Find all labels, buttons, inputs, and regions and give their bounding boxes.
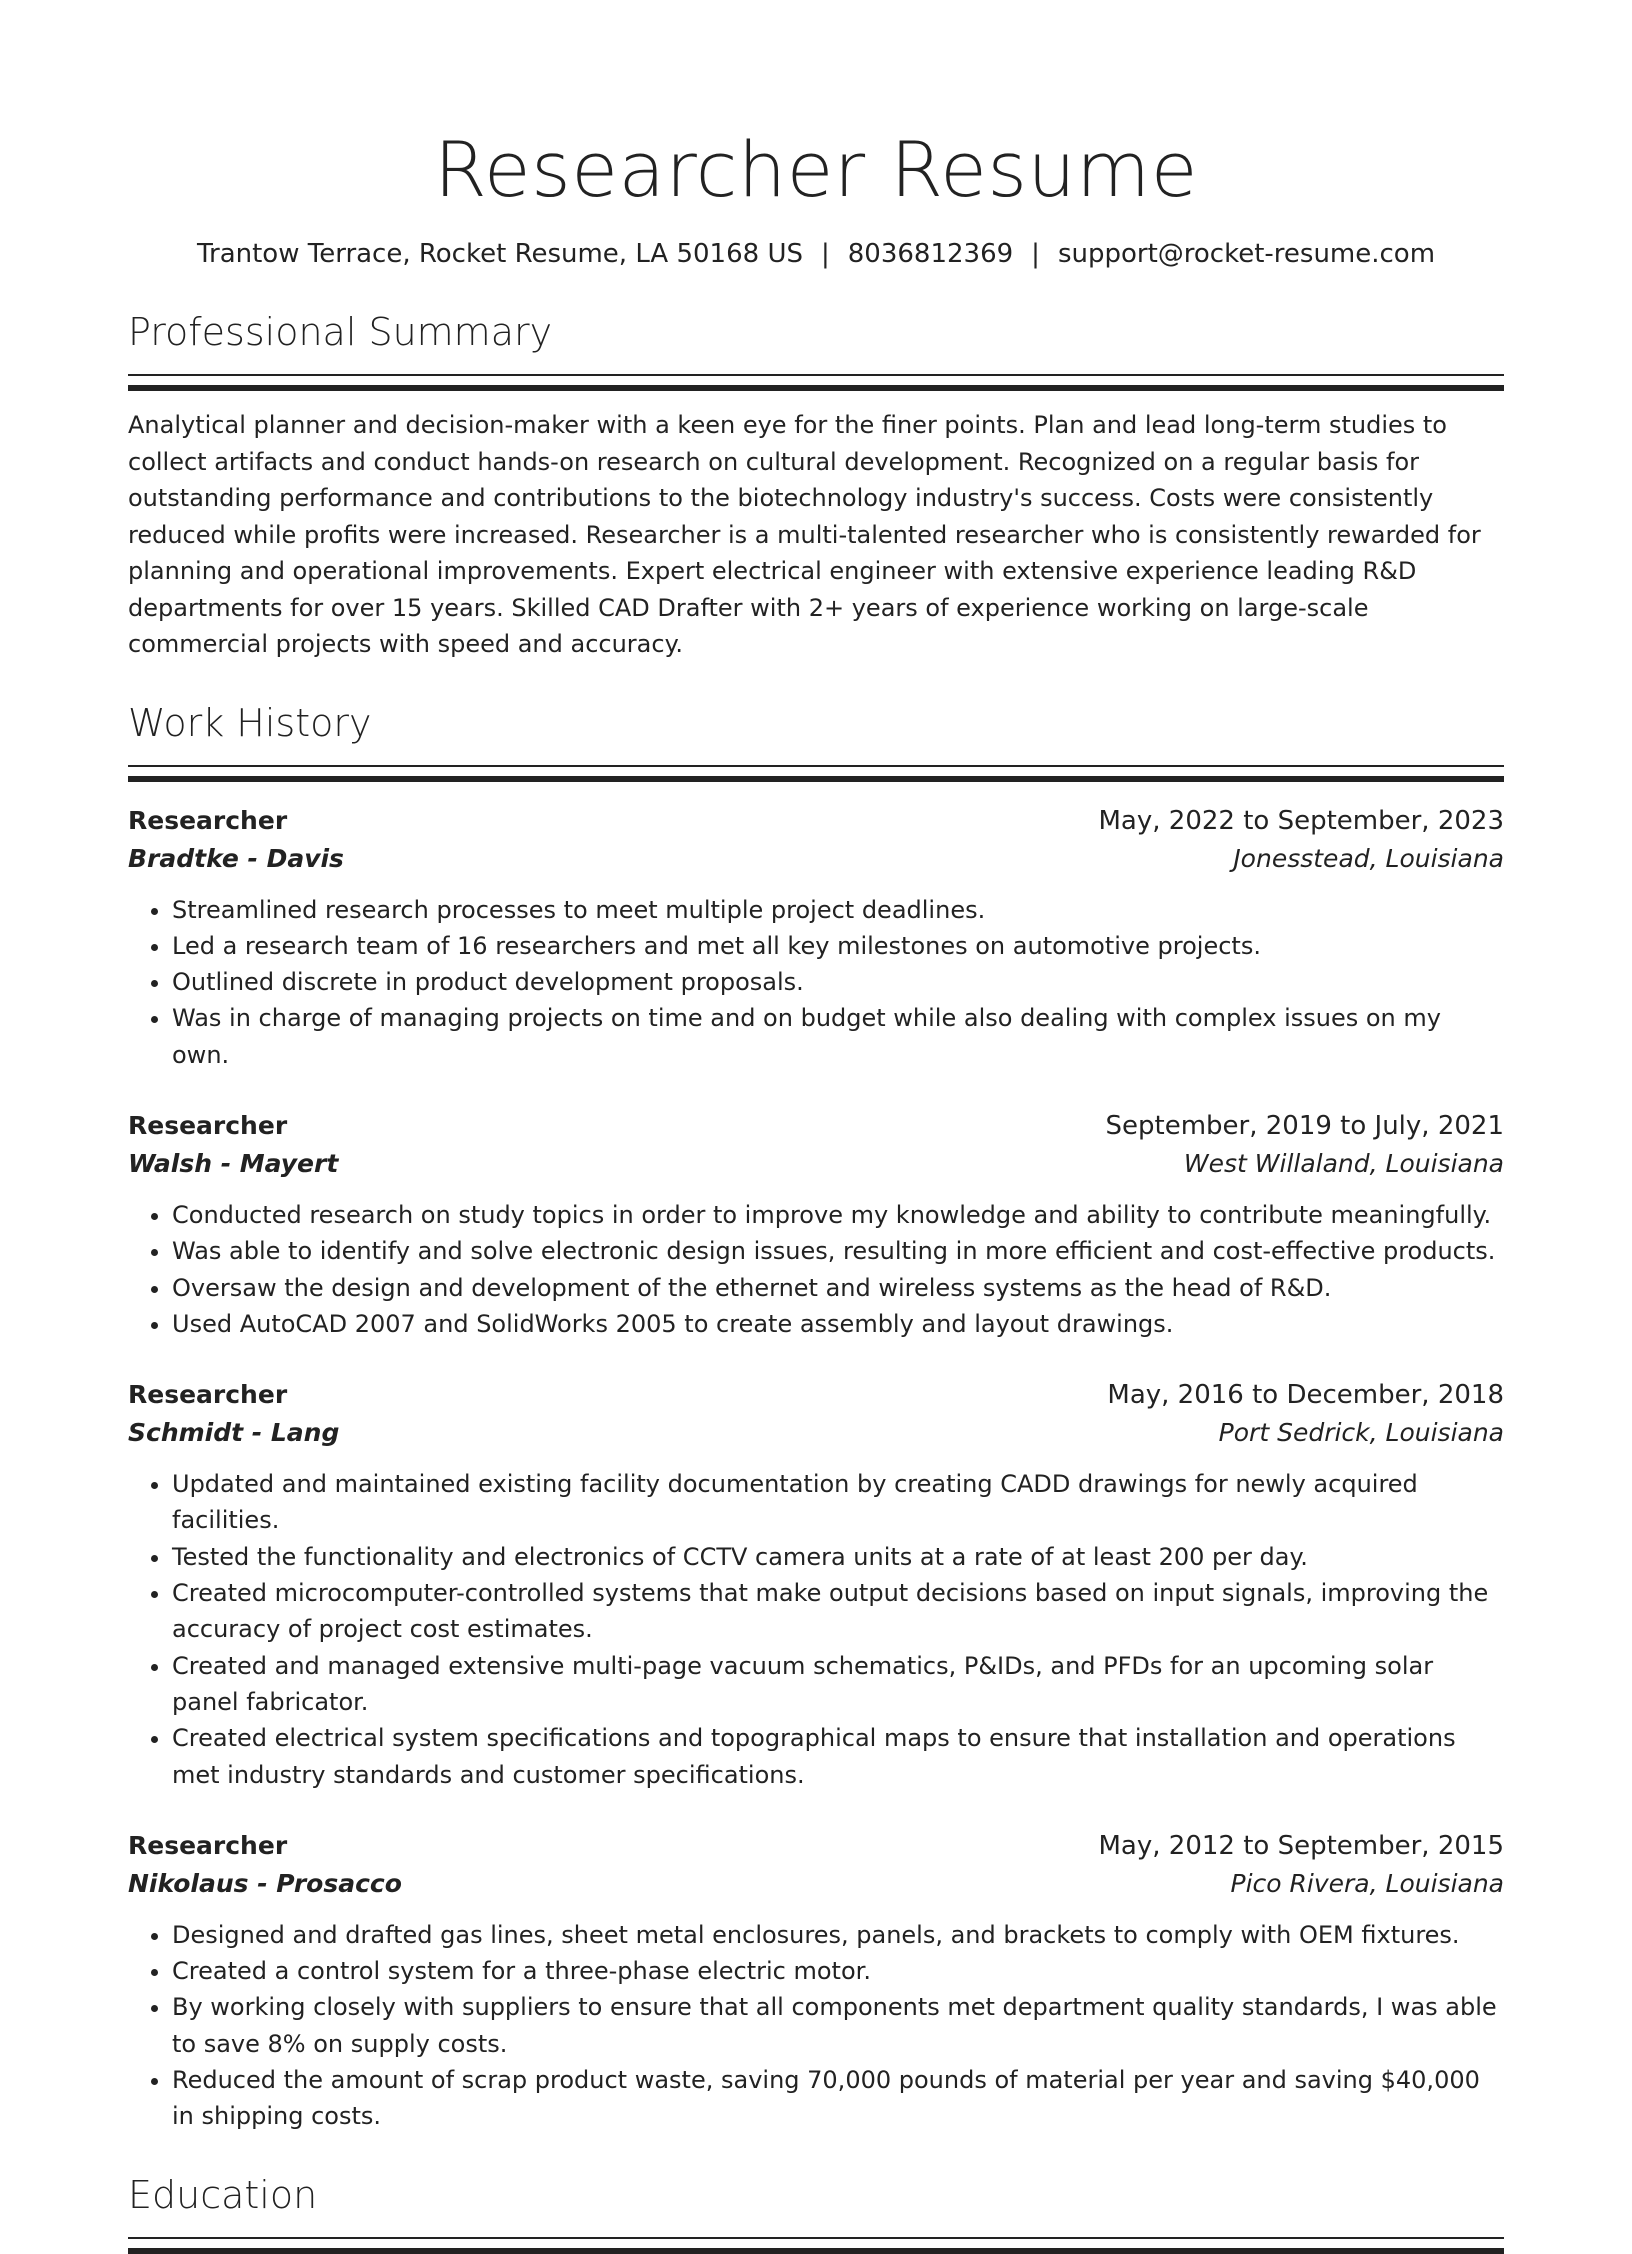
contact-separator: | (820, 239, 830, 269)
job-bullet: • Outlined discrete in product development proposals. (172, 964, 1504, 1000)
contact-line (128, 236, 1504, 272)
job-bullet: • Was able to identify and solve electronic design issues, resulting in more efficient and cost-effective products. (172, 1233, 1504, 1269)
contact-separator: | (1031, 239, 1040, 269)
job-bullet: • Oversaw the design and development of the ethernet and wireless systems as the head of R&D. (172, 1270, 1504, 1306)
job-company: Bradtke - Davis (128, 843, 344, 873)
job-company: Nikolaus - Prosacco (128, 1868, 402, 1898)
job-dates: September, 2019 to July, 2021 (1105, 1110, 1504, 1141)
job-location: Port Sedrick, Louisiana (1218, 1418, 1504, 1448)
contact-phone: 8036812369 (847, 239, 1014, 269)
job-bullet: • Used AutoCAD 2007 and SolidWorks 2005 to create assembly and layout drawings. (172, 1306, 1504, 1342)
job-bullet: • Created microcomputer-controlled systems that make output decisions based on input signals, improving the accuracy of project cost estimates. (172, 1575, 1504, 1648)
job-bullet: • By working closely with suppliers to ensure that all components met department quality standards, I was able to save 8% on supply costs. (172, 1989, 1504, 2062)
job-bullet: • Tested the functionality and electronics of CCTV camera units at a rate of at least 200 per day. (172, 1539, 1504, 1575)
section-heading: Professional Summary (128, 310, 553, 354)
job-bullet: • Created electrical system specifications and topographical maps to ensure that installation and operations met industry standards and customer specifications. (172, 1720, 1504, 1793)
job-entry (128, 802, 1504, 1073)
job-entry (128, 1827, 1504, 2135)
job-entry (128, 1107, 1504, 1342)
section-divider (128, 765, 1504, 782)
section-professional-summary (128, 306, 1504, 663)
job-location: Pico Rivera, Louisiana (1230, 1868, 1504, 1898)
resume-page (128, 120, 1504, 2254)
section-education (128, 2169, 1504, 2254)
job-bullets (128, 1466, 1504, 1793)
job-bullet: • Designed and drafted gas lines, sheet metal enclosures, panels, and brackets to comply with OEM fixtures. (172, 1917, 1504, 1953)
job-entry (128, 1376, 1504, 1793)
job-bullets (128, 1917, 1504, 2135)
job-dates: May, 2012 to September, 2015 (1098, 1830, 1504, 1861)
job-title: Researcher (128, 1830, 288, 1860)
job-bullet: • Led a research team of 16 researchers and met all key milestones on automotive projects. (172, 928, 1504, 964)
resume-title: Researcher Resume (434, 125, 1198, 214)
job-title: Researcher (128, 805, 288, 835)
job-location: Jonesstead, Louisiana (1233, 843, 1504, 873)
section-divider (128, 2237, 1504, 2254)
job-dates: May, 2016 to December, 2018 (1107, 1380, 1504, 1411)
section-work-history (128, 697, 1504, 2135)
job-location: West Willaland, Louisiana (1183, 1148, 1504, 1178)
job-bullets (128, 1197, 1504, 1342)
section-heading: Work History (128, 700, 372, 745)
job-dates: May, 2022 to September, 2023 (1098, 805, 1504, 836)
section-divider (128, 374, 1504, 391)
job-bullet: • Reduced the amount of scrap product waste, saving 70,000 pounds of material per year and saving $40,000 in shipping costs. (172, 2062, 1504, 2135)
job-bullet: • Updated and maintained existing facility documentation by creating CADD drawings for newly acquired facilities. (172, 1466, 1504, 1539)
job-bullet: • Created and managed extensive multi-page vacuum schematics, P&IDs, and PFDs for an upcoming solar panel fabricator. (172, 1648, 1504, 1721)
job-title: Researcher (128, 1110, 288, 1140)
summary-text: Analytical planner and decision-maker with a keen eye for the finer points. Plan and lead long-term studies to collect artifacts and conduct hands-on research on cultural development. Recognized on a regular basis for outstanding performance and contributions to the biotechnology industry's success. Costs were consistently reduced while profits were increased. Researcher is a multi-talented researcher who is consistently rewarded for planning and operational improvements. Expert electrical engineer with extensive experience leading R&D departments for over 15 years. Skilled CAD Drafter with 2+ years of experience working on large-scale commercial projects with speed and accuracy. (128, 411, 1481, 658)
job-bullet: • Streamlined research processes to meet multiple project deadlines. (172, 892, 1504, 928)
contact-email: support@rocket-resume.com (1057, 239, 1436, 269)
job-bullet: • Was in charge of managing projects on time and on budget while also dealing with complex issues on my own. (172, 1000, 1504, 1073)
job-bullet: • Conducted research on study topics in order to improve my knowledge and ability to contribute meaningfully. (172, 1197, 1504, 1233)
job-company: Walsh - Mayert (128, 1148, 339, 1178)
job-title: Researcher (128, 1380, 288, 1410)
job-bullet: • Created a control system for a three-phase electric motor. (172, 1953, 1504, 1989)
section-heading: Education (128, 2172, 318, 2217)
contact-address: Trantow Terrace, Rocket Resume, LA 50168 US (196, 239, 803, 269)
job-bullets (128, 892, 1504, 1073)
job-company: Schmidt - Lang (128, 1418, 340, 1448)
